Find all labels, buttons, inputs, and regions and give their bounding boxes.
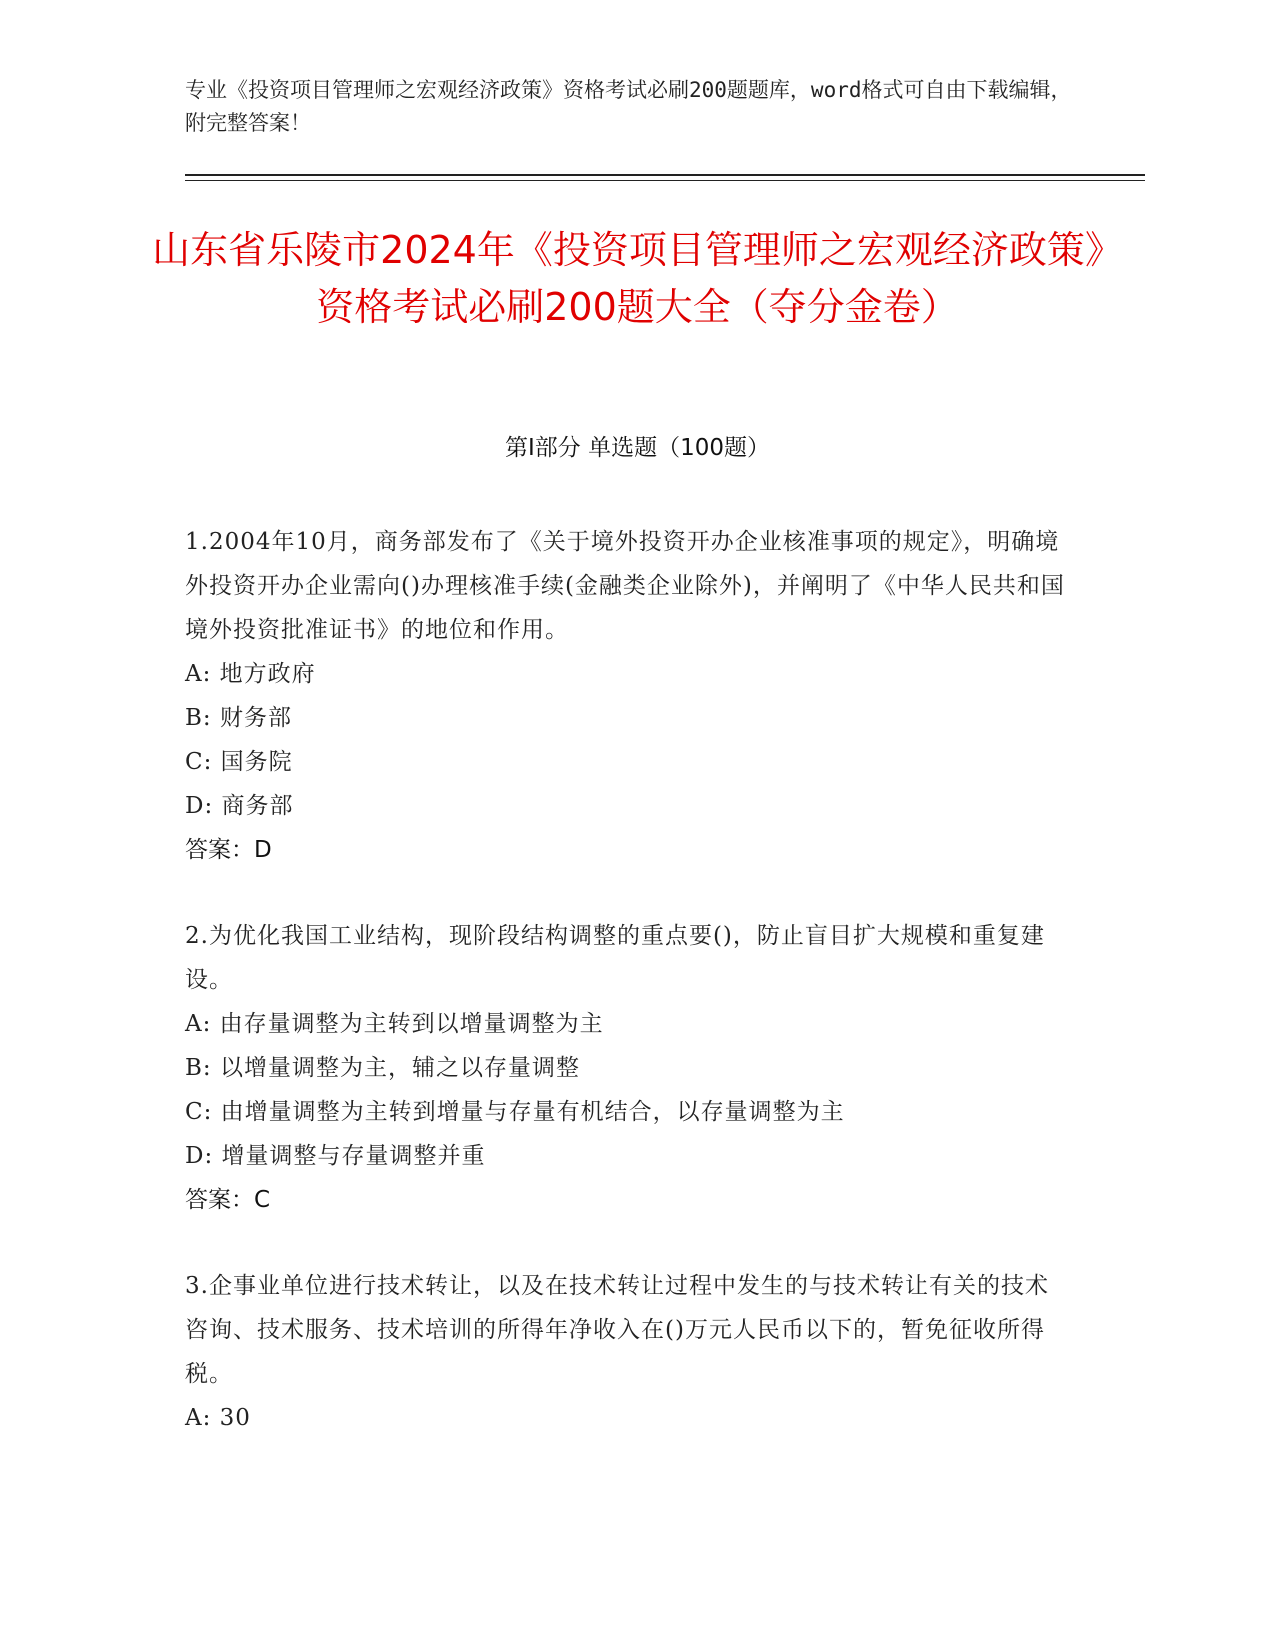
option-c: C: 国务院	[185, 749, 293, 775]
header-note: 专业《投资项目管理师之宏观经济政策》资格考试必刷200题题库，word格式可自由下载编辑，附完整答案！	[185, 78, 1072, 135]
option-d: D: 商务部	[185, 793, 294, 819]
option-b: B: 财务部	[185, 705, 292, 731]
option-b: B: 以增量调整为主，辅之以存量调整	[185, 1055, 580, 1081]
section-title: 第I部分 单选题（100题）	[505, 435, 770, 461]
question-2	[185, 914, 1065, 1222]
answer: 答案：C	[185, 1187, 271, 1213]
answer: 答案：D	[185, 837, 272, 863]
option-a: A: 由存量调整为主转到以增量调整为主	[185, 1011, 604, 1037]
option-d: D: 增量调整与存量调整并重	[185, 1143, 486, 1169]
document-title: 山东省乐陵市2024年《投资项目管理师之宏观经济政策》资格考试必刷200题大全（夺分金卷）	[152, 228, 1123, 329]
question-3	[185, 1264, 1065, 1440]
option-a: A: 30	[185, 1405, 251, 1431]
option-c: C: 由增量调整为主转到增量与存量有机结合，以存量调整为主	[185, 1099, 845, 1125]
question-text: 1.2004年10月，商务部发布了《关于境外投资开办企业核准事项的规定》，明确境外投资开办企业需向()办理核准手续(金融类企业除外)，并阐明了《中华人民共和国境外投资批准证书》的地位和作用。	[185, 529, 1065, 643]
question-1	[185, 520, 1065, 872]
question-list	[185, 520, 1065, 1482]
option-a: A: 地方政府	[185, 661, 316, 687]
question-text: 3.企事业单位进行技术转让，以及在技术转让过程中发生的与技术转让有关的技术咨询、技术服务、技术培训的所得年净收入在()万元人民币以下的，暂免征收所得税。	[185, 1273, 1049, 1387]
question-text: 2.为优化我国工业结构，现阶段结构调整的重点要()，防止盲目扩大规模和重复建设。	[185, 923, 1045, 993]
header-divider-thin	[185, 180, 1145, 181]
header-divider-thick	[185, 174, 1145, 176]
